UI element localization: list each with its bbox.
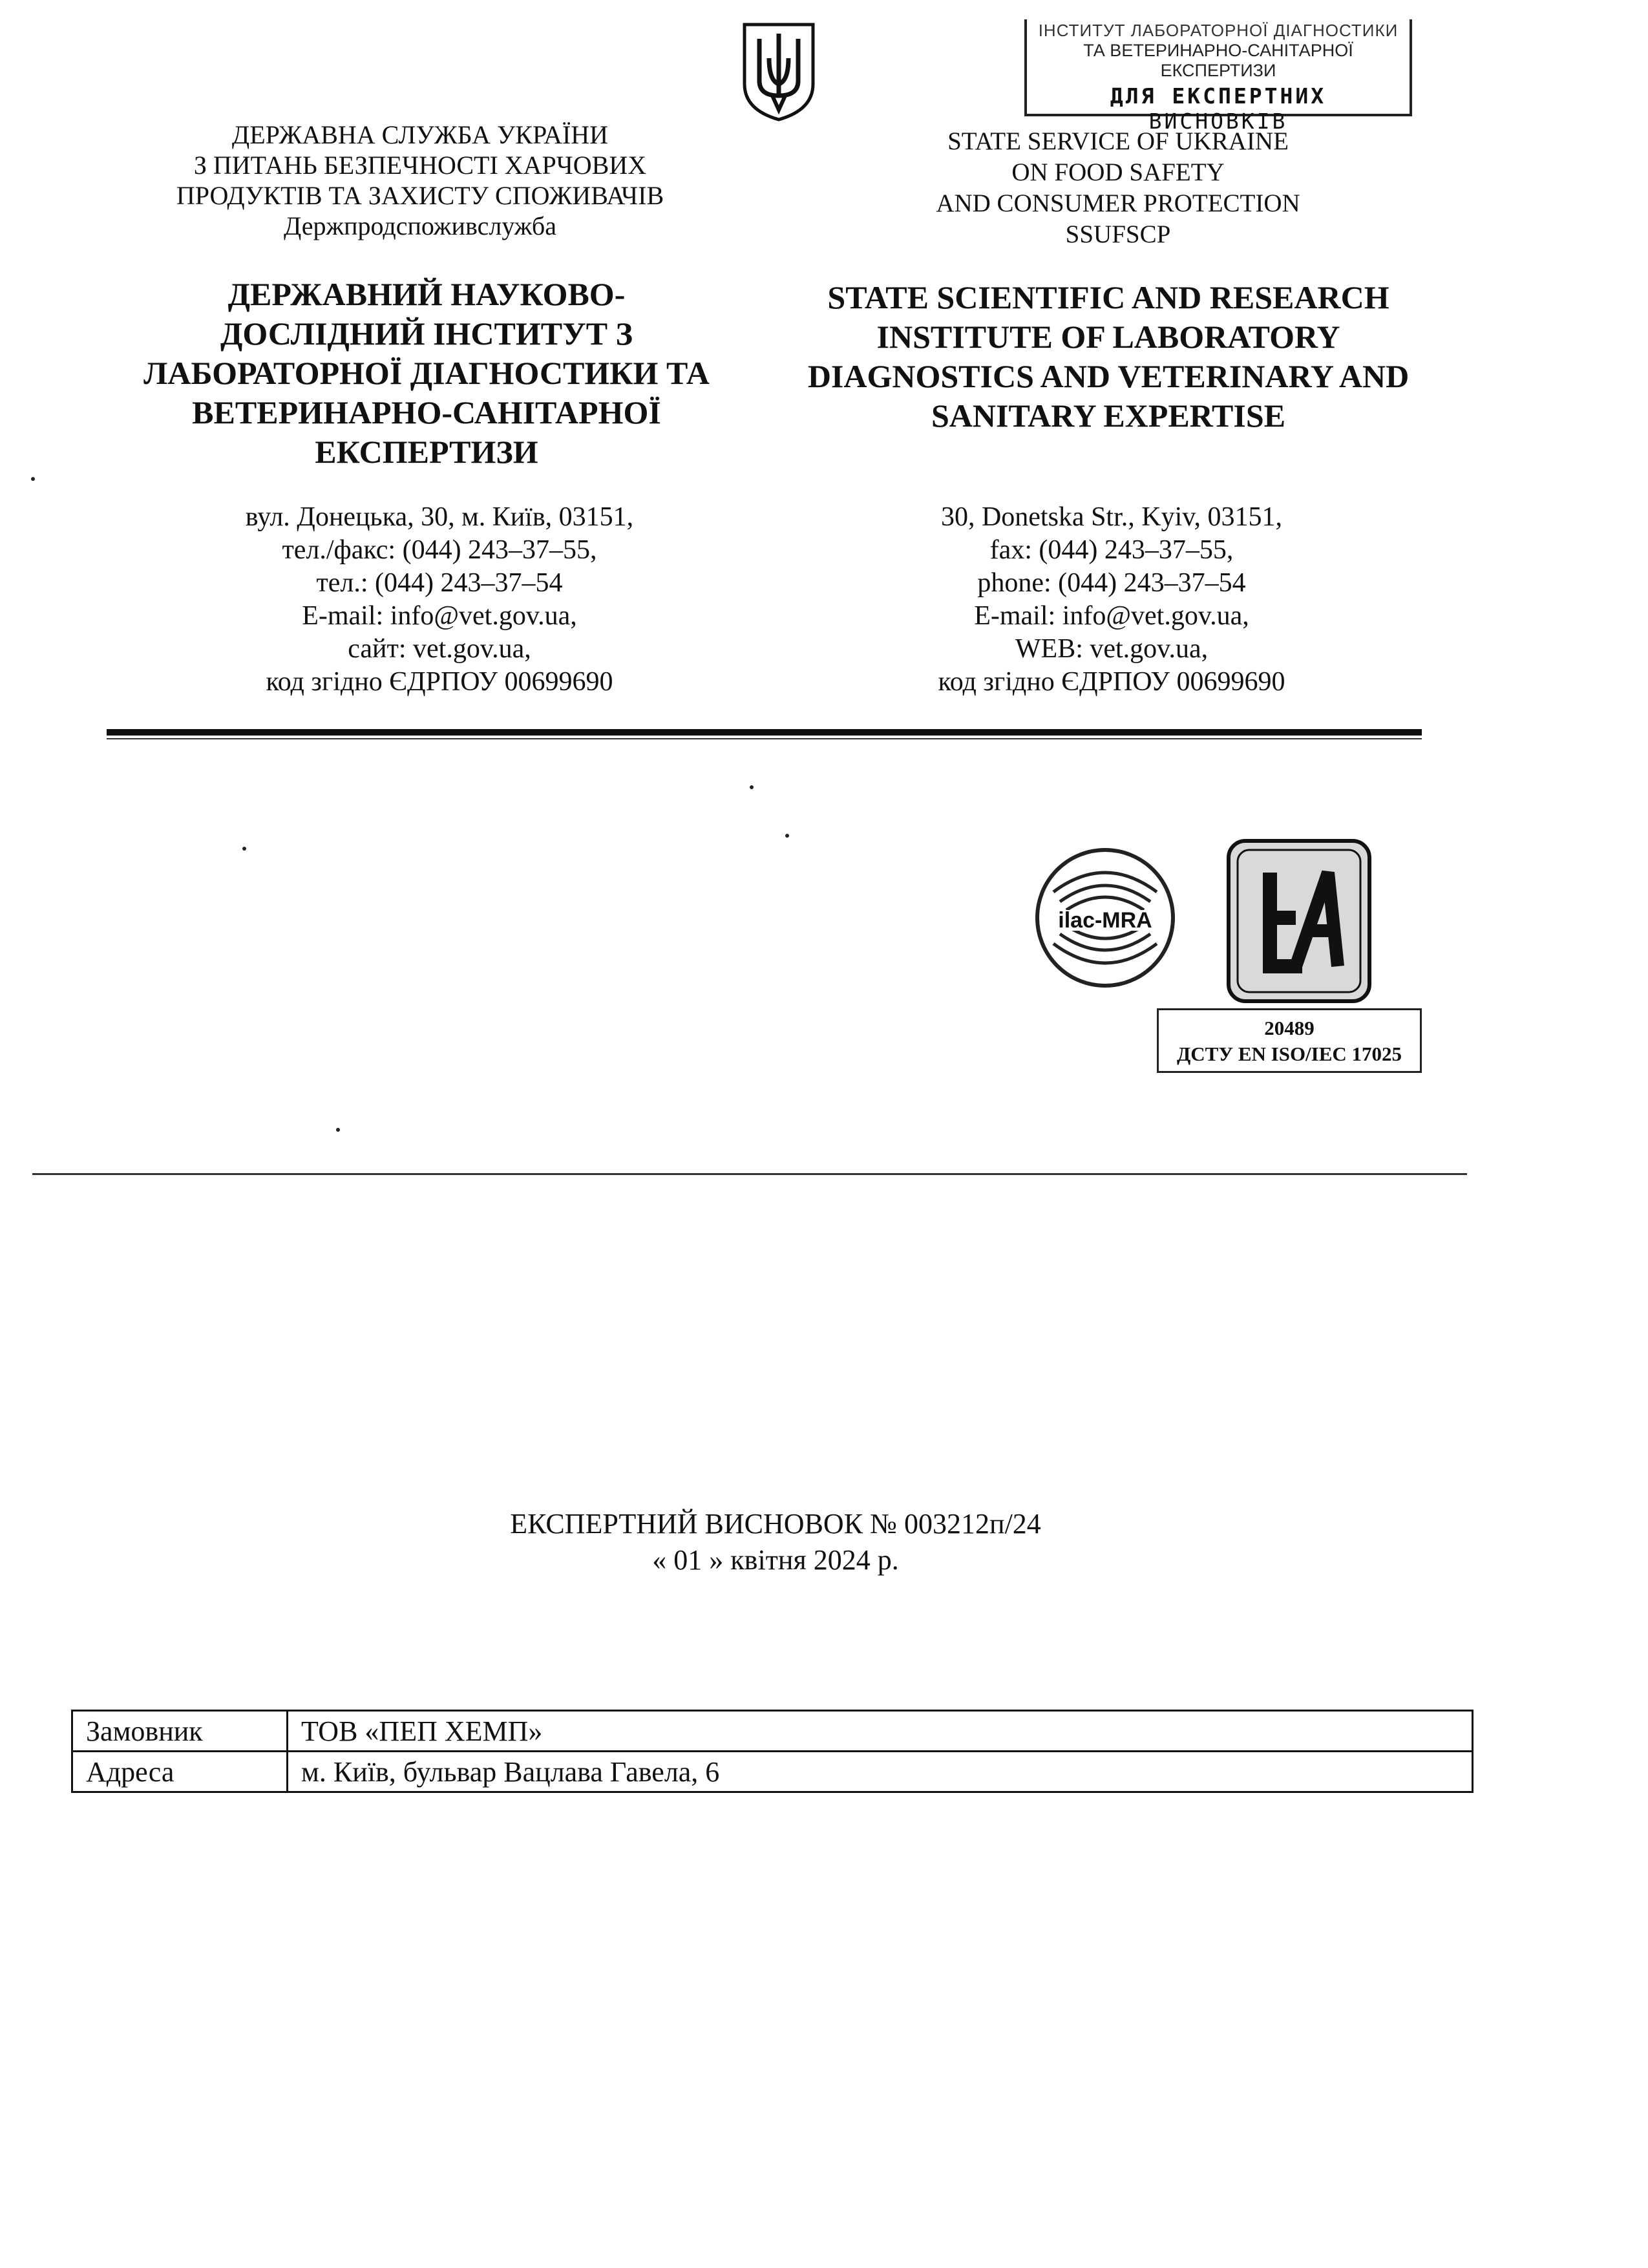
scan-speck	[785, 834, 789, 838]
contact-email: E-mail: info@vet.gov.ua,	[302, 601, 577, 631]
table-row	[72, 1752, 1473, 1792]
institute-line: ДОСЛІДНИЙ ІНСТИТУТ З	[220, 315, 633, 352]
contact-fax: тел./факс: (044) 243–37–55,	[282, 535, 597, 565]
agency-name-en	[814, 126, 1422, 250]
contact-phone: phone: (044) 243–37–54	[977, 568, 1246, 598]
ilac-logo-text: ilac-MRA	[1058, 908, 1152, 933]
agency-line: З ПИТАНЬ БЕЗПЕЧНОСТІ ХАРЧОВИХ	[193, 151, 647, 180]
accreditation-standard: ДСТУ EN ISO/IEC 17025	[1176, 1043, 1402, 1065]
institute-line: ЕКСПЕРТИЗИ	[315, 434, 538, 470]
section-divider	[32, 1173, 1467, 1175]
agency-name-ua	[129, 120, 711, 241]
client-value: ТОВ «ПЕП ХЕМП»	[288, 1711, 1473, 1752]
contact-block-en	[801, 501, 1422, 699]
stamp-line-2: ТА ВЕТЕРИНАРНО-САНІТАРНОЇ ЕКСПЕРТИЗИ	[1083, 41, 1353, 80]
contact-address: вул. Донецька, 30, м. Київ, 03151,	[245, 502, 634, 532]
contact-email: E-mail: info@vet.gov.ua,	[974, 601, 1249, 631]
address-label: Адреса	[72, 1752, 288, 1792]
scan-speck	[336, 1128, 340, 1132]
contact-website: WEB: vet.gov.ua,	[1015, 634, 1209, 664]
scan-speck	[31, 477, 35, 481]
contact-block-ua	[116, 501, 763, 699]
conclusion-date: « 01 » квітня 2024 р.	[652, 1544, 899, 1576]
accreditation-certificate-box	[1157, 1008, 1422, 1073]
contact-edrpou: код згідно ЄДРПОУ 00699690	[266, 667, 613, 697]
contact-phone: тел.: (044) 243–37–54	[316, 568, 563, 598]
table-row	[72, 1711, 1473, 1752]
stamp-line-3: ДЛЯ ЕКСПЕРТНИХ	[1110, 83, 1327, 109]
institute-line: SANITARY EXPERTISE	[931, 397, 1285, 434]
scan-speck	[242, 847, 246, 851]
institute-line: DIAGNOSTICS AND VETERINARY AND	[807, 358, 1410, 394]
agency-line: SSUFSCP	[1065, 220, 1171, 248]
institute-line: INSTITUTE OF LABORATORY	[876, 319, 1340, 355]
institute-line: ЛАБОРАТОРНОЇ ДІАГНОСТИКИ ТА	[143, 355, 710, 391]
agency-line: AND CONSUMER PROTECTION	[936, 189, 1300, 217]
stamp-line-4: ВИСНОВКІВ	[1148, 109, 1288, 134]
agency-line: ПРОДУКТІВ ТА ЗАХИСТУ СПОЖИВАЧІВ	[176, 181, 664, 210]
accreditation-number: 20489	[1264, 1017, 1315, 1039]
stamp-line-1: ІНСТИТУТ ЛАБОРАТОРНОЇ ДІАГНОСТИКИ	[1038, 21, 1399, 40]
contact-website: сайт: vet.gov.ua,	[348, 634, 531, 664]
agency-line: Держпродспоживслужба	[283, 211, 557, 240]
contact-address: 30, Donetska Str., Kyiv, 03151,	[940, 502, 1283, 532]
client-label: Замовник	[72, 1711, 288, 1752]
agency-line: ДЕРЖАВНА СЛУЖБА УКРАЇНИ	[231, 120, 609, 149]
scan-speck	[750, 785, 754, 789]
contact-edrpou: код згідно ЄДРПОУ 00699690	[938, 667, 1285, 697]
institute-line: ВЕТЕРИНАРНО-САНІТАРНОЇ	[192, 394, 661, 430]
institute-name-ua	[97, 275, 756, 472]
institute-line: STATE SCIENTIFIC AND RESEARCH	[827, 279, 1389, 315]
ilac-mra-logo-icon	[1028, 840, 1183, 995]
conclusion-title: ЕКСПЕРТНИЙ ВИСНОВОК № 003212п/24	[510, 1508, 1041, 1540]
accreditation-agency-logo-icon	[1225, 837, 1373, 1005]
client-info-table	[71, 1710, 1474, 1793]
agency-line: STATE SERVICE OF UKRAINE	[947, 127, 1289, 155]
agency-line: ON FOOD SAFETY	[1011, 158, 1225, 186]
header-divider-thick	[107, 729, 1422, 736]
contact-fax: fax: (044) 243–37–55,	[989, 535, 1234, 565]
coat-of-arms-icon	[737, 19, 821, 123]
address-value: м. Київ, бульвар Вацлава Гавела, 6	[288, 1752, 1473, 1792]
institute-name-en	[769, 278, 1448, 436]
header-divider-thin	[107, 738, 1422, 739]
document-heading	[259, 1506, 1293, 1578]
institute-line: ДЕРЖАВНИЙ НАУКОВО-	[227, 276, 626, 312]
document-stamp	[1024, 19, 1412, 134]
